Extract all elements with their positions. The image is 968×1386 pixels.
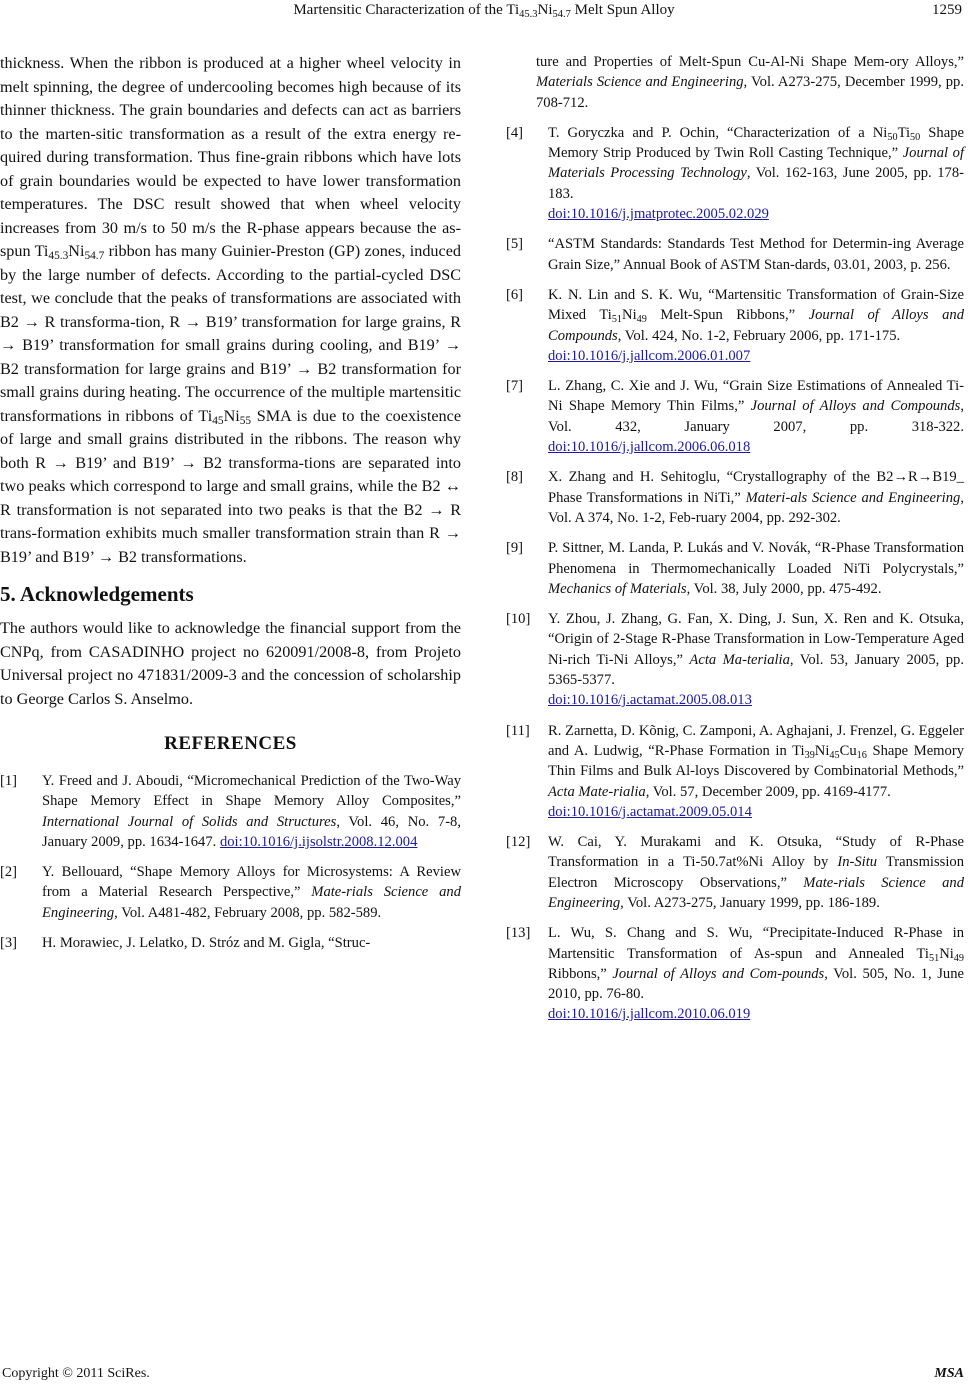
- reference-4: [4] T. Goryczka and P. Ochin, “Characterization of a $Ni_{50}Ti_{50}$ Shape Memory Strip Produced by Twin Roll Casting Technique,” Journal of Materials Processing Technology, Vol. 162-163, June 2005, pp. 178-183. doi:10.1016/j.jmatprotec.2005.02.029: [506, 124, 964, 223]
- doi-link[interactable]: doi:10.1016/j.ijsolstr.2008.12.004: [219, 833, 418, 850]
- body-paragraph: thickness. When the ribbon is produced at a higher wheel velocity in melt spinning, the degree of undercooling becomes high because of its thinner thickness. The grain boundaries and defects can act as barriers to the marten-sitic transformation as a result of the extra energy re-quired during transformation. Thus fine-grain ribbons which have lots of grain boundaries would be expected to have lower transformation temperatures. The DSC result showed that when wheel velocity increases from 30 m/s to 50 m/s the R-phase appears because the as-spun $Ti_{45.3}Ni_{54.7}$ ribbon has many Guinier-Preston (GP) zones, induced by the large number of defects. According to the partial-cycled DSC test, we conclude that the peaks of transformations are associated with B2 → R transforma-tion, R → B19’ transformation for large grains, R → B19’ transformation for small grains during cooling, and B19’ → B2 transformation for large grains and B19’ → B2 transformation for small grains during heating. The occurrence of the multiple martensitic transformations in ribbons of $Ti_{45}Ni_{55}$ SMA is due to the coexistence of large and small grains distributed in the ribbons. The reason why both R → B19’ and B19’ → B2 transforma-tions are separated into two peaks which correspond to large and small grains, while the B2 ↔ R transformation is not separated into two peaks is that the B2 → R trans-formation exhibits much smaller transformation strain than R → B19’ and B19’ → B2 transformations.: [0, 54, 461, 566]
- reference-10: [10] Y. Zhou, J. Zhang, G. Fan, X. Ding, J. Sun, X. Ren and K. Otsuka, “Origin of 2-Stage R-Phase Transformation in Low-Temperature Aged Ni-rich Ti-Ni Alloys,” Acta Ma-terialia, Vol. 53, January 2005, pp. 5365-5377. doi:10.1016/j.actamat.2005.08.013: [506, 611, 964, 709]
- reference-8: [8] X. Zhang and H. Sehitoglu, “Crystallography of the B2→R→B19_ Phase Transformations in NiTi,” Materi-als Science and Engineering, Vol. A 374, No. 1-2, Feb-ruary 2004, pp. 292-302.: [506, 469, 964, 526]
- doi-link[interactable]: doi:10.1016/j.jmatprotec.2005.02.029: [548, 206, 769, 223]
- reference-12: [12] W. Cai, Y. Murakami and K. Otsuka, “Study of R-Phase Transformation in a Ti-50.7at%Ni Alloy by In-Situ Transmission Electron Microscopy Observations,” Mate-rials Science and Engineering, Vol. A273-275, January 1999, pp. 186-189.: [506, 834, 964, 911]
- acknowledgements-text: The authors would like to acknowledge the financial support from the CNPq, from CASADINHO project no 620091/2008-8, from Projeto Universal project no 471831/2009-3 and the concession of scholarship to George Carlos S. Anselmo.: [0, 619, 461, 708]
- reference-9: [9] P. Sittner, M. Landa, P. Lukás and V. Novák, “R-Phase Transformation Phenomena in Thermomechanically Loaded NiTi Polycrystals,” Mechanics of Materials, Vol. 38, July 2000, pp. 475-492.: [506, 540, 964, 597]
- right-column: [506, 52, 964, 1035]
- reference-1: [1] Y. Freed and J. Aboudi, “Micromechanical Prediction of the Two-Way Shape Memory Effect in Shape Memory Alloy Composites,” International Journal of Solids and Structures, Vol. 46, No. 7-8, January 2009, pp. 1634-1647. doi:10.1016/j.ijsolstr.2008.12.004: [0, 773, 461, 850]
- doi-link[interactable]: doi:10.1016/j.actamat.2005.08.013: [548, 692, 752, 709]
- doi-link[interactable]: doi:10.1016/j.jallcom.2006.01.007: [548, 347, 751, 364]
- reference-11: [11] R. Zarnetta, D. Kõnig, C. Zamponi, A. Aghajani, J. Frenzel, G. Eggeler and A. Ludwig, “R-Phase Formation in $Ti_{39}Ni_{45}Cu_{16}$ Shape Memory Thin Films and Bulk Al-loys Discovered by Combinatorial Methods,” Acta Mate-rialia, Vol. 57, December 2009, pp. 4169-4177. doi:10.1016/j.actamat.2009.05.014: [506, 722, 964, 820]
- acknowledgements-heading: 5. Acknowledgements: [0, 582, 194, 606]
- reference-2: [2] Y. Bellouard, “Shape Memory Alloys for Microsystems: A Review from a Material Research Perspective,” Mate-rials Science and Engineering, Vol. A481-482, February 2008, pp. 582-589.: [0, 864, 461, 921]
- reference-7: [7] L. Zhang, C. Xie and J. Wu, “Grain Size Estimations of Annealed Ti-Ni Shape Memory Thin Films,” Journal of Alloys and Compounds, Vol. 432, January 2007, pp. 318-322. doi:10.1016/j.jallcom.2006.06.018: [506, 378, 964, 456]
- reference-5: [5] “ASTM Standards: Standards Test Method for Determin-ing Average Grain Size,” Annual Book of ASTM Stan-dards, 03.01, 2003, p. 256.: [506, 236, 964, 273]
- reference-3: [3] H. Morawiec, J. Lelatko, D. Stróz and M. Gigla, “Struc-: [0, 935, 371, 952]
- doi-link[interactable]: doi:10.1016/j.actamat.2009.05.014: [548, 803, 752, 820]
- left-column: [0, 52, 461, 963]
- doi-link[interactable]: doi:10.1016/j.jallcom.2006.06.018: [548, 439, 751, 456]
- page-number: 1259: [932, 2, 962, 18]
- doi-link[interactable]: doi:10.1016/j.jallcom.2010.06.019: [548, 1006, 751, 1023]
- journal-abbrev: MSA: [934, 1366, 964, 1381]
- reference-3-continued: ture and Properties of Melt-Spun Cu-Al-Ni Shape Mem-ory Alloys,” Materials Science and Engineering, Vol. A273-275, December 1999, pp. 708-712.: [536, 54, 964, 111]
- reference-6: [6] K. N. Lin and S. K. Wu, “Martensitic Transformation of Grain-Size Mixed $Ti_{51}Ni_{49}$ Melt-Spun Ribbons,” Journal of Alloys and Compounds, Vol. 424, No. 1-2, February 2006, pp. 171-175. doi:10.1016/j.jallcom.2006.01.007: [506, 286, 964, 364]
- copyright: Copyright © 2011 SciRes.: [2, 1366, 150, 1381]
- reference-13: [13] L. Wu, S. Chang and S. Wu, “Precipitate-Induced R-Phase in Martensitic Transformation of As-spun and Annealed $Ti_{51}Ni_{49}$ Ribbons,” Journal of Alloys and Com-pounds, Vol. 505, No. 1, June 2010, pp. 76-80. doi:10.1016/j.jallcom.2010.06.019: [506, 925, 964, 1023]
- running-title: Martensitic Characterization of the $Ti_{45.3}Ni_{54.7}$ Melt Spun Alloy: [293, 2, 675, 20]
- references-heading: REFERENCES: [164, 733, 297, 754]
